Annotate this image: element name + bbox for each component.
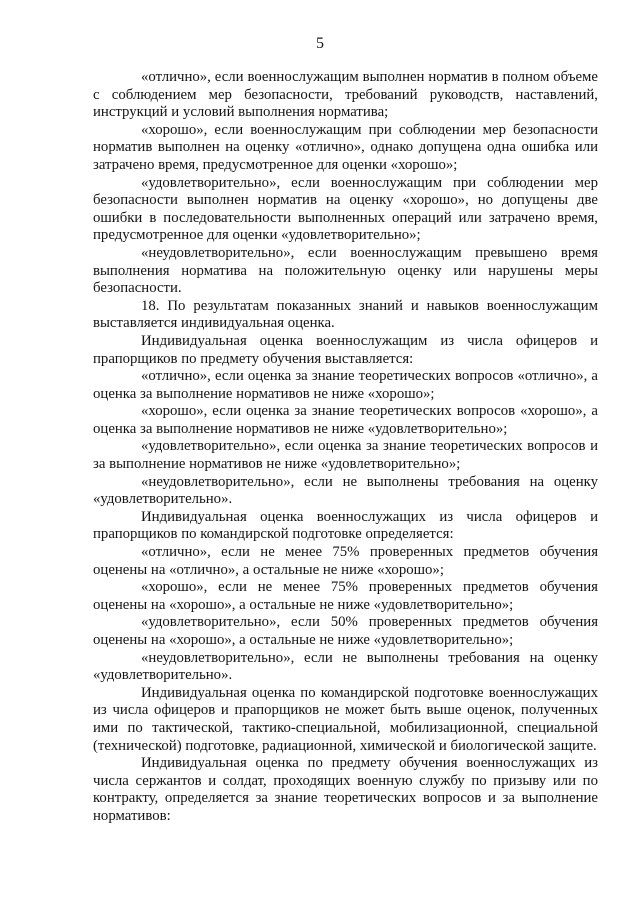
paragraph-command-training-good: «хорошо», если не менее 75% проверенных предметов обучения оценены на «хорошо», а остальные не ниже «удовлетворительно»; — [93, 579, 598, 613]
paragraph-officers-subject-intro: Индивидуальная оценка военнослужащим из числа офицеров и прапорщиков по предмету обучения выставляется: — [93, 332, 598, 367]
paragraph-grade-excellent-norm: «отлично», если военнослужащим выполнен норматив в полном объеме с соблюдением мер безопасности, требований руководств, наставлений, инструкций и условий выполнения норматива; — [93, 69, 598, 121]
page-number: 5 — [316, 35, 324, 52]
paragraph-officers-subject-good: «хорошо», если оценка за знание теоретических вопросов «хорошо», а оценка за выполнение нормативов не ниже «удовлетворительно»; — [93, 403, 598, 437]
paragraph-command-training-limit: Индивидуальная оценка по командирской подготовке военнослужащих из числа офицеров и прапорщиков не может быть выше оценок, полученных ими по тактической, тактико-специальной, мобилизационной, специальной (технической) подготовке, радиационной, химической и биологической защите. — [93, 684, 598, 754]
paragraph-command-training-unsatisfactory: «неудовлетворительно», если не выполнены требования на оценку «удовлетворительно». — [93, 649, 598, 684]
paragraph-command-training-intro: Индивидуальная оценка военнослужащих из числа офицеров и прапорщиков по командирской подготовке определяется: — [93, 508, 598, 543]
paragraph-command-training-excellent: «отлично», если не менее 75% проверенных предметов обучения оценены на «отлично», а остальные не ниже «хорошо»; — [93, 544, 598, 578]
paragraph-grade-unsatisfactory-norm: «неудовлетворительно», если военнослужащим превышено время выполнения норматива на положительную оценку или нарушены меры безопасности. — [93, 244, 598, 297]
paragraph-officers-subject-unsatisfactory: «неудовлетворительно», если не выполнены требования на оценку «удовлетворительно». — [93, 473, 598, 508]
paragraph-officers-subject-excellent: «отлично», если оценка за знание теоретических вопросов «отлично», а оценка за выполнение нормативов не ниже «хорошо»; — [93, 368, 598, 402]
paragraph-clause-18: 18. По результатам показанных знаний и навыков военнослужащим выставляется индивидуальная оценка. — [93, 297, 598, 332]
paragraph-officers-subject-satisfactory: «удовлетворительно», если оценка за знание теоретических вопросов и за выполнение нормативов не ниже «удовлетворительно»; — [93, 438, 598, 473]
paragraph-command-training-satisfactory: «удовлетворительно», если 50% проверенных предметов обучения оценены на «хорошо», а остальные не ниже «удовлетворительно»; — [93, 614, 598, 648]
body-text — [93, 69, 598, 826]
paragraph-sergeants-soldiers-intro: Индивидуальная оценка по предмету обучения военнослужащих из числа сержантов и солдат, проходящих военную службу по призыву или по контракту, определяется за знание теоретических вопросов и за выполнение нормативов: — [93, 755, 598, 824]
paragraph-grade-satisfactory-norm: «удовлетворительно», если военнослужащим при соблюдении мер безопасности выполнен норматив на оценку «хорошо», но допущены две ошибки в последовательности выполненных операций или затрачено время, предусмотренное для оценки «удовлетворительно»; — [93, 174, 598, 244]
paragraph-grade-good-norm: «хорошо», если военнослужащим при соблюдении мер безопасности норматив выполнен на оценку «отлично», однако допущена одна ошибка или затрачено время, предусмотренное для оценки «хорошо»; — [93, 121, 598, 173]
